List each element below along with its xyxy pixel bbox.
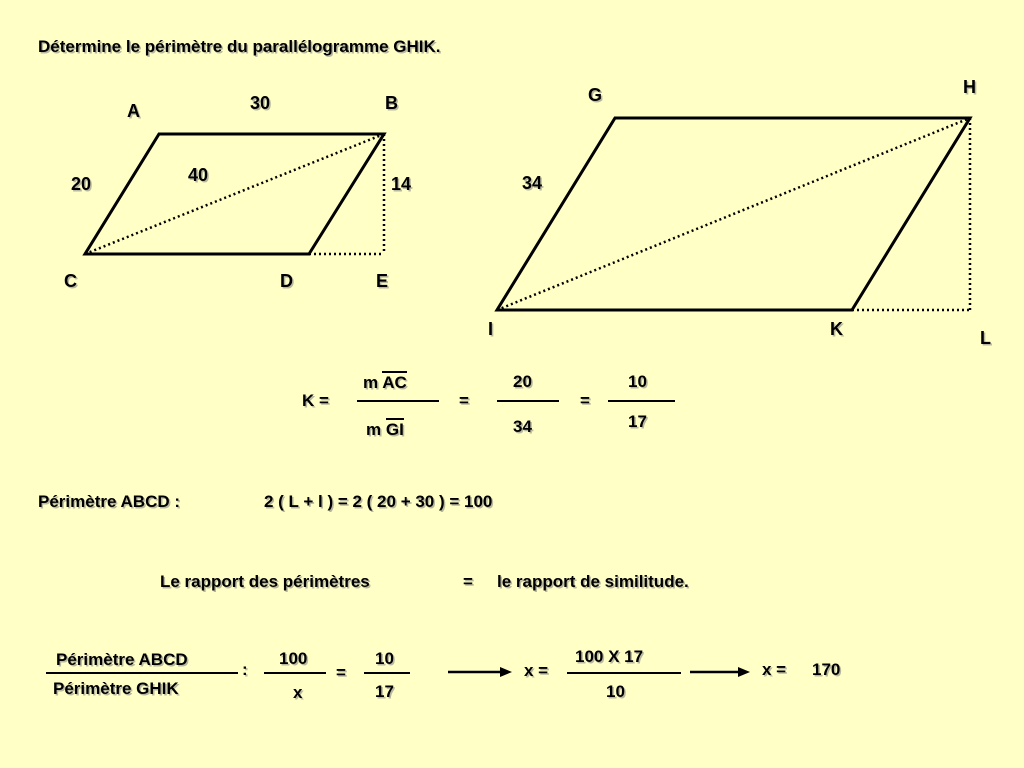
vertex-a-label: A	[127, 101, 140, 121]
proportion-f2-denominator: 17	[375, 682, 394, 701]
measure-gi: 34	[522, 173, 543, 193]
measure-ac: 20	[71, 174, 92, 194]
proportion-f1-numerator: 100	[279, 649, 308, 668]
fraction-3-denominator: 17	[628, 412, 647, 431]
diagonal-ih	[497, 118, 970, 310]
fraction-2-denominator: 34	[513, 417, 532, 436]
ratio-fraction-bar	[357, 400, 439, 402]
measure-diagonal-cb: 40	[188, 165, 209, 185]
measure-be: 14	[391, 174, 412, 194]
measure-ab: 30	[250, 93, 271, 113]
fraction-3-numerator: 10	[628, 372, 647, 391]
proportion-numerator-label: Périmètre ABCD	[56, 650, 188, 669]
proportion-fraction-bar	[46, 672, 238, 674]
perimeter-abcd-formula: 2 ( L + l ) = 2 ( 20 + 30 ) = 100	[264, 492, 493, 511]
perimeter-abcd-label: Périmètre ABCD :	[38, 492, 181, 511]
ratio-denominator-prefix: m	[366, 420, 382, 439]
result-label: x =	[762, 660, 787, 679]
vertex-e-label: E	[376, 271, 389, 291]
k-label: K =	[302, 391, 329, 410]
segment-ac: AC	[382, 373, 407, 392]
ratio-denominator	[366, 420, 404, 440]
vertex-h-label: H	[963, 77, 976, 97]
vertex-g-label: G	[588, 85, 603, 105]
fraction-2-bar	[497, 400, 559, 402]
proportion-f2-bar	[364, 672, 410, 674]
result-value: 170	[812, 660, 841, 679]
statement-left: Le rapport des périmètres	[160, 572, 370, 591]
vertex-d-label: D	[280, 271, 293, 291]
vertex-i-label: I	[488, 319, 494, 339]
vertex-k-label: K	[830, 319, 843, 339]
proportion-f3-numerator: 100 X 17	[575, 647, 644, 666]
vertex-c-label: C	[64, 271, 77, 291]
statement-equals: =	[463, 572, 473, 591]
page-title: Détermine le périmètre du parallélogramme GHIK.	[38, 37, 441, 56]
proportion-f3-bar	[567, 672, 681, 674]
arrow-2-head	[738, 667, 750, 677]
vertex-b-label: B	[385, 93, 398, 113]
proportion-x-equals: x =	[524, 661, 549, 680]
proportion-f1-bar	[264, 672, 326, 674]
statement-right: le rapport de similitude.	[497, 572, 689, 591]
segment-gi: GI	[385, 420, 404, 439]
proportion-f2-numerator: 10	[375, 649, 394, 668]
proportion-denominator-label: Périmètre GHIK	[53, 679, 179, 698]
ratio-numerator	[363, 373, 407, 393]
vertex-l-label: L	[980, 328, 991, 348]
fraction-2-numerator: 20	[513, 372, 532, 391]
proportion-f3-denominator: 10	[606, 682, 625, 701]
proportion-colon: :	[242, 660, 248, 679]
ratio-numerator-prefix: m	[363, 373, 379, 392]
arrow-1-head	[500, 667, 512, 677]
ratio-equals-1: =	[459, 391, 469, 410]
proportion-equals: =	[336, 663, 346, 682]
ratio-equals-2: =	[580, 391, 590, 410]
diagonal-cb	[85, 134, 384, 254]
fraction-3-bar	[608, 400, 675, 402]
proportion-f1-denominator: x	[293, 683, 303, 702]
